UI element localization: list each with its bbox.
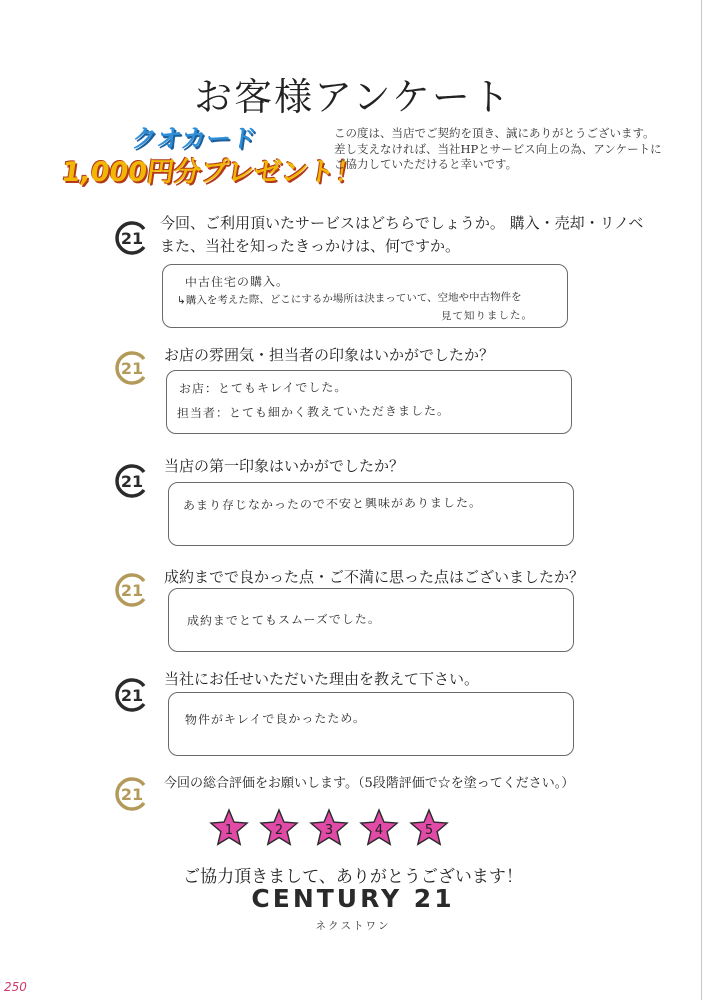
question-6-line-1: 今回の総合評価をお願いします。（5段階評価で☆を塗ってください。） <box>164 776 575 791</box>
intro-line: 差し支えなければ、当社HPとサービス向上の為、アンケートに <box>334 141 662 156</box>
answer-2-line-2: 担当者：とても細かく教えていただきました。 <box>176 403 451 421</box>
rating-star-label: 5 <box>424 823 434 838</box>
svg-text:21: 21 <box>120 581 144 600</box>
question-3-line-1: 当店の第一印象はいかがでしたか？ <box>164 457 405 475</box>
question-4-line-1: 成約までで良かった点・ご不満に思った点はございましたか？ <box>164 568 585 586</box>
question-4 <box>164 566 584 589</box>
answer-2-line-1: お店：とてもキレイでした。 <box>178 380 348 396</box>
answer-1-line-1: 中古住宅の購入。 <box>184 274 290 290</box>
question-1-line-1: 今回、ご利用頂いたサービスはどちらでしょうか。 購入・売却・リノベ <box>160 214 644 232</box>
page-edge-line <box>701 0 702 1000</box>
promo-quo-card: クオカード <box>129 124 259 153</box>
answer-3-line-1: あまり存じなかったので不安と興味がありました。 <box>182 495 483 513</box>
answer-1-line-2: ↳購入を考えた際、どこにするか場所は決まっていて、空地や中古物件を <box>176 291 522 307</box>
question-2 <box>164 344 494 367</box>
rating-star-label: 2 <box>274 823 284 838</box>
page-title: お客様アンケート <box>194 75 512 119</box>
answer-box-3[interactable] <box>168 482 574 546</box>
question-3 <box>164 455 404 478</box>
century21-logo-icon <box>114 350 150 386</box>
rating-star-label: 3 <box>324 823 334 838</box>
century21-logo-icon <box>114 677 150 713</box>
question-1 <box>160 212 643 258</box>
svg-text:21: 21 <box>120 229 144 248</box>
question-1-line-2: また、当社を知ったきっかけは、何ですか。 <box>160 237 461 255</box>
thanks-message: ご協力頂きまして、ありがとうございます！ <box>183 867 523 887</box>
promo-present: 1,000円分プレゼント！ <box>59 157 365 188</box>
brand-logo-text: CENTURY 21 <box>251 884 455 913</box>
century21-logo-icon <box>114 220 150 256</box>
answer-5-line-1: 物件がキレイで良かったため。 <box>184 711 366 727</box>
answer-box-4[interactable] <box>168 588 574 652</box>
rating-star-label: 1 <box>224 823 234 838</box>
answer-box-1[interactable] <box>162 264 568 328</box>
answer-box-2[interactable] <box>166 370 572 434</box>
answer-1-line-3: 見て知りました。 <box>440 309 534 323</box>
svg-text:21: 21 <box>120 686 144 705</box>
question-5-line-1: 当社にお任せいただいた理由を教えて下さい。 <box>164 670 480 688</box>
intro-line: ご協力していただけると幸いです。 <box>334 157 518 171</box>
century21-logo-icon <box>114 572 150 608</box>
question-2-line-1: お店の雰囲気・担当者の印象はいかがでしたか？ <box>164 346 495 364</box>
svg-text:21: 21 <box>120 472 144 491</box>
intro-text <box>334 126 664 173</box>
answer-4-line-1: 成約までとてもスムーズでした。 <box>186 611 381 629</box>
intro-line: この度は、当店でご契約を頂き、誠にありがとうございます。 <box>334 126 655 140</box>
svg-text:21: 21 <box>120 359 144 378</box>
svg-text:21: 21 <box>120 785 144 804</box>
rating-star-label: 4 <box>374 823 384 838</box>
scan-number: 250 <box>4 980 27 994</box>
answer-box-5[interactable] <box>168 692 574 756</box>
century21-logo-icon <box>114 776 150 812</box>
century21-logo-icon <box>114 463 150 499</box>
question-6 <box>164 772 574 795</box>
brand-subtitle: ネクストワン <box>315 920 391 932</box>
rating-stars[interactable] <box>205 806 465 852</box>
question-5 <box>164 668 479 691</box>
